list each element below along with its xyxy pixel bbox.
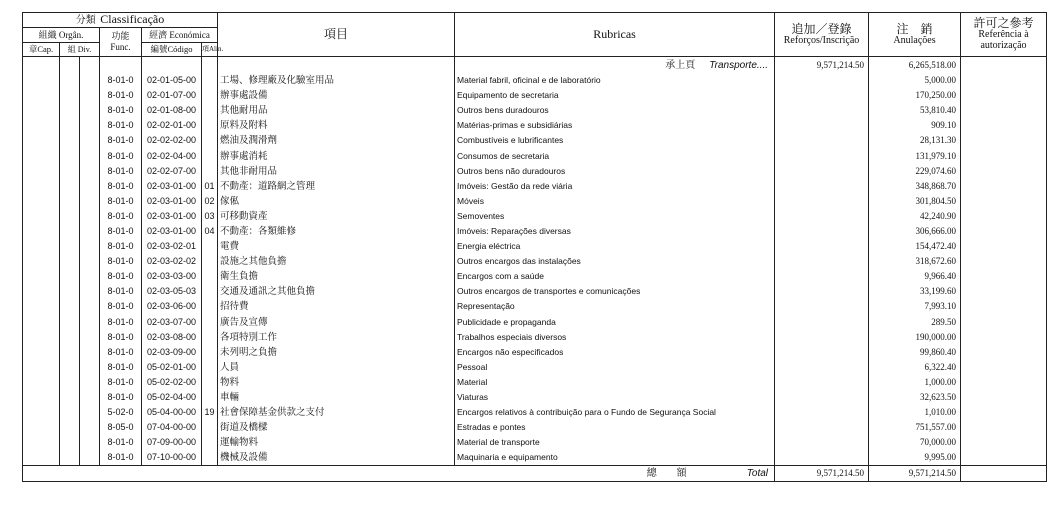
item-zh-cell: 設施之其他負擔 bbox=[218, 254, 455, 269]
rubrica-cell: Encargos não especificados bbox=[455, 345, 775, 360]
reforcos-cell bbox=[775, 390, 869, 405]
reforcos-cell bbox=[775, 360, 869, 375]
alin-cell bbox=[202, 420, 218, 435]
item-zh-cell: 街道及橋樑 bbox=[218, 420, 455, 435]
item-zh-cell: 運輸物料 bbox=[218, 435, 455, 450]
alin-cell bbox=[202, 133, 218, 148]
reforcos-cell bbox=[775, 118, 869, 133]
total-row bbox=[23, 466, 1047, 482]
func-header: 功能 Func. bbox=[100, 28, 142, 57]
item-zh-cell: 物料 bbox=[218, 375, 455, 390]
table-row bbox=[23, 164, 1047, 179]
func-cell: 8-01-0 bbox=[100, 435, 142, 450]
func-cell: 8-01-0 bbox=[100, 239, 142, 254]
anulacoes-cell: 99,860.40 bbox=[869, 345, 961, 360]
table-row bbox=[23, 450, 1047, 466]
func-cell: 8-01-0 bbox=[100, 360, 142, 375]
div-header: 組 Div. bbox=[60, 43, 100, 57]
code-cell: 02-03-05-03 bbox=[142, 284, 202, 299]
func-cell: 8-01-0 bbox=[100, 164, 142, 179]
table-row bbox=[23, 405, 1047, 420]
anulacoes-cell: 909.10 bbox=[869, 118, 961, 133]
reforcos-cell bbox=[775, 420, 869, 435]
reforcos-cell bbox=[775, 194, 869, 209]
rubrica-cell: Pessoal bbox=[455, 360, 775, 375]
rubrica-cell: Representação bbox=[455, 299, 775, 314]
alin-cell bbox=[202, 330, 218, 345]
transport-row bbox=[23, 57, 1047, 74]
anulacoes-cell: 1,000.00 bbox=[869, 375, 961, 390]
econ-header: 經濟 Económica bbox=[142, 28, 218, 43]
anulacoes-cell: 190,000.00 bbox=[869, 330, 961, 345]
total-reforcos: 9,571,214.50 bbox=[775, 466, 869, 482]
anulacoes-cell: 28,131.30 bbox=[869, 133, 961, 148]
reforcos-cell bbox=[775, 209, 869, 224]
anulacoes-header: 注 銷 Anulações bbox=[869, 13, 961, 57]
rubrica-cell: Publicidade e propaganda bbox=[455, 315, 775, 330]
item-zh-cell: 未列明之負擔 bbox=[218, 345, 455, 360]
item-zh-cell: 可移動資產 bbox=[218, 209, 455, 224]
code-cell: 02-03-01-00 bbox=[142, 194, 202, 209]
func-cell: 8-01-0 bbox=[100, 133, 142, 148]
table-row bbox=[23, 435, 1047, 450]
alin-cell bbox=[202, 345, 218, 360]
func-cell: 8-01-0 bbox=[100, 103, 142, 118]
item-zh-cell: 人員 bbox=[218, 360, 455, 375]
anulacoes-cell: 33,199.60 bbox=[869, 284, 961, 299]
func-cell: 8-01-0 bbox=[100, 330, 142, 345]
rubrica-cell: Combustíveis e lubrificantes bbox=[455, 133, 775, 148]
code-cell: 02-03-03-00 bbox=[142, 269, 202, 284]
anulacoes-cell: 5,000.00 bbox=[869, 73, 961, 88]
rubrica-cell: Outros encargos das instalações bbox=[455, 254, 775, 269]
table-row bbox=[23, 73, 1047, 88]
rubricas-header: Rubricas bbox=[455, 13, 775, 57]
reforcos-cell bbox=[775, 224, 869, 239]
anulacoes-cell: 306,666.00 bbox=[869, 224, 961, 239]
item-zh-cell: 不動產：各類維修 bbox=[218, 224, 455, 239]
anulacoes-cell: 32,623.50 bbox=[869, 390, 961, 405]
rubrica-cell: Material de transporte bbox=[455, 435, 775, 450]
anulacoes-cell: 154,472.40 bbox=[869, 239, 961, 254]
code-cell: 02-03-09-00 bbox=[142, 345, 202, 360]
anulacoes-cell: 170,250.00 bbox=[869, 88, 961, 103]
reforcos-cell bbox=[775, 284, 869, 299]
func-cell: 8-01-0 bbox=[100, 375, 142, 390]
code-cell: 05-02-04-00 bbox=[142, 390, 202, 405]
anulacoes-cell: 53,810.40 bbox=[869, 103, 961, 118]
transport-reforcos: 9,571,214.50 bbox=[775, 57, 869, 74]
item-zh-cell: 辦事處設備 bbox=[218, 88, 455, 103]
code-cell: 02-03-06-00 bbox=[142, 299, 202, 314]
item-zh-cell: 電費 bbox=[218, 239, 455, 254]
reforcos-cell bbox=[775, 254, 869, 269]
alin-cell: 02 bbox=[202, 194, 218, 209]
alin-cell bbox=[202, 118, 218, 133]
code-cell: 07-09-00-00 bbox=[142, 435, 202, 450]
rubrica-cell: Móveis bbox=[455, 194, 775, 209]
rubrica-cell: Material bbox=[455, 375, 775, 390]
classification-header: 分類 Classificação bbox=[23, 13, 218, 28]
transport-label: 承上頁 Transporte.... bbox=[455, 57, 775, 74]
code-cell: 02-02-04-00 bbox=[142, 148, 202, 163]
table-row bbox=[23, 179, 1047, 194]
codigo-header: 編號Código bbox=[142, 43, 202, 57]
anulacoes-cell: 42,240.90 bbox=[869, 209, 961, 224]
anulacoes-cell: 6,322.40 bbox=[869, 360, 961, 375]
func-cell: 8-01-0 bbox=[100, 254, 142, 269]
item-zh-cell: 招待費 bbox=[218, 299, 455, 314]
code-cell: 02-01-05-00 bbox=[142, 73, 202, 88]
budget-table bbox=[22, 12, 1047, 482]
item-zh-cell: 社會保障基金供款之支付 bbox=[218, 405, 455, 420]
table-row bbox=[23, 284, 1047, 299]
alin-cell bbox=[202, 269, 218, 284]
table-row bbox=[23, 315, 1047, 330]
reforcos-cell bbox=[775, 315, 869, 330]
alin-cell: 01 bbox=[202, 179, 218, 194]
func-cell: 8-01-0 bbox=[100, 209, 142, 224]
rubrica-cell: Material fabril, oficinal e de laboratório bbox=[455, 73, 775, 88]
func-cell: 5-02-0 bbox=[100, 405, 142, 420]
code-cell: 02-03-01-00 bbox=[142, 224, 202, 239]
code-cell: 02-02-02-00 bbox=[142, 133, 202, 148]
code-cell: 02-01-08-00 bbox=[142, 103, 202, 118]
reforcos-cell bbox=[775, 73, 869, 88]
func-cell: 8-01-0 bbox=[100, 88, 142, 103]
alin-cell bbox=[202, 284, 218, 299]
anulacoes-cell: 348,868.70 bbox=[869, 179, 961, 194]
item-zh-cell: 其他非耐用品 bbox=[218, 164, 455, 179]
reforcos-cell bbox=[775, 450, 869, 466]
items-zh-header: 項目 bbox=[218, 13, 455, 57]
func-cell: 8-01-0 bbox=[100, 118, 142, 133]
rubrica-cell: Viaturas bbox=[455, 390, 775, 405]
table-row bbox=[23, 375, 1047, 390]
reforcos-cell bbox=[775, 330, 869, 345]
func-cell: 8-01-0 bbox=[100, 299, 142, 314]
reforcos-cell bbox=[775, 299, 869, 314]
rubrica-cell: Outros bens não duradouros bbox=[455, 164, 775, 179]
table-row bbox=[23, 133, 1047, 148]
table-row bbox=[23, 194, 1047, 209]
reforcos-cell bbox=[775, 375, 869, 390]
alin-cell bbox=[202, 390, 218, 405]
func-cell: 8-01-0 bbox=[100, 390, 142, 405]
table-row bbox=[23, 360, 1047, 375]
rubrica-cell: Equipamento de secretaria bbox=[455, 88, 775, 103]
rubrica-cell: Estradas e pontes bbox=[455, 420, 775, 435]
alin-cell bbox=[202, 239, 218, 254]
referencia-header: 許可之參考 Referência à autorização bbox=[961, 13, 1047, 57]
rubrica-cell: Matérias-primas e subsidiárias bbox=[455, 118, 775, 133]
func-cell: 8-01-0 bbox=[100, 284, 142, 299]
item-zh-cell: 各項特別工作 bbox=[218, 330, 455, 345]
rubrica-cell: Semoventes bbox=[455, 209, 775, 224]
alin-cell bbox=[202, 88, 218, 103]
alin-cell: 03 bbox=[202, 209, 218, 224]
func-cell: 8-01-0 bbox=[100, 269, 142, 284]
code-cell: 02-03-02-02 bbox=[142, 254, 202, 269]
item-zh-cell: 原料及附料 bbox=[218, 118, 455, 133]
alin-cell bbox=[202, 435, 218, 450]
code-cell: 02-03-07-00 bbox=[142, 315, 202, 330]
anulacoes-cell: 301,804.50 bbox=[869, 194, 961, 209]
table-row bbox=[23, 254, 1047, 269]
rubrica-cell: Maquinaria e equipamento bbox=[455, 450, 775, 466]
anulacoes-cell: 7,993.10 bbox=[869, 299, 961, 314]
transport-anulacoes: 6,265,518.00 bbox=[869, 57, 961, 74]
header-row-1 bbox=[23, 13, 1047, 28]
item-zh-cell: 辦事處消耗 bbox=[218, 148, 455, 163]
anulacoes-cell: 229,074.60 bbox=[869, 164, 961, 179]
table-row bbox=[23, 118, 1047, 133]
alin-cell bbox=[202, 315, 218, 330]
table-row bbox=[23, 345, 1047, 360]
item-zh-cell: 車輛 bbox=[218, 390, 455, 405]
table-row bbox=[23, 269, 1047, 284]
func-cell: 8-01-0 bbox=[100, 194, 142, 209]
func-cell: 8-01-0 bbox=[100, 224, 142, 239]
reforcos-cell bbox=[775, 405, 869, 420]
total-anulacoes: 9,571,214.50 bbox=[869, 466, 961, 482]
item-zh-cell: 不動產：道路網之管理 bbox=[218, 179, 455, 194]
alin-cell bbox=[202, 375, 218, 390]
anulacoes-cell: 70,000.00 bbox=[869, 435, 961, 450]
rubrica-cell: Trabalhos especiais diversos bbox=[455, 330, 775, 345]
table-row bbox=[23, 420, 1047, 435]
code-cell: 02-02-07-00 bbox=[142, 164, 202, 179]
alin-cell bbox=[202, 254, 218, 269]
rubrica-cell: Outros bens duradouros bbox=[455, 103, 775, 118]
table-row bbox=[23, 224, 1047, 239]
item-zh-cell: 廣告及宣傳 bbox=[218, 315, 455, 330]
item-zh-cell: 機械及設備 bbox=[218, 450, 455, 466]
rubrica-cell: Encargos com a saúde bbox=[455, 269, 775, 284]
rubrica-cell: Consumos de secretaria bbox=[455, 148, 775, 163]
code-cell: 05-02-01-00 bbox=[142, 360, 202, 375]
alin-cell bbox=[202, 103, 218, 118]
anulacoes-cell: 1,010.00 bbox=[869, 405, 961, 420]
table-row bbox=[23, 209, 1047, 224]
code-cell: 02-03-01-00 bbox=[142, 179, 202, 194]
func-cell: 8-01-0 bbox=[100, 345, 142, 360]
table-row bbox=[23, 239, 1047, 254]
item-zh-cell: 燃油及潤滑劑 bbox=[218, 133, 455, 148]
anulacoes-cell: 289.50 bbox=[869, 315, 961, 330]
table-row bbox=[23, 330, 1047, 345]
reforcos-cell bbox=[775, 148, 869, 163]
rows-body bbox=[23, 73, 1047, 466]
alin-cell bbox=[202, 148, 218, 163]
func-cell: 8-01-0 bbox=[100, 73, 142, 88]
table-row bbox=[23, 103, 1047, 118]
total-label: 總 額 Total bbox=[455, 466, 775, 482]
item-zh-cell: 傢俬 bbox=[218, 194, 455, 209]
reforcos-cell bbox=[775, 103, 869, 118]
code-cell: 05-04-00-00 bbox=[142, 405, 202, 420]
alin-cell bbox=[202, 360, 218, 375]
reforcos-cell bbox=[775, 435, 869, 450]
reforcos-cell bbox=[775, 88, 869, 103]
func-cell: 8-05-0 bbox=[100, 420, 142, 435]
reforcos-cell bbox=[775, 239, 869, 254]
cap-header: 章Cap. bbox=[23, 43, 60, 57]
alin-cell bbox=[202, 299, 218, 314]
reforcos-cell bbox=[775, 345, 869, 360]
reforcos-header: 追加／登錄 Reforços/Inscrição bbox=[775, 13, 869, 57]
item-zh-cell: 衛生負擔 bbox=[218, 269, 455, 284]
func-cell: 8-01-0 bbox=[100, 450, 142, 466]
item-zh-cell: 交通及通訊之其他負擔 bbox=[218, 284, 455, 299]
rubrica-cell: Energia eléctrica bbox=[455, 239, 775, 254]
anulacoes-cell: 9,995.00 bbox=[869, 450, 961, 466]
table-row bbox=[23, 299, 1047, 314]
code-cell: 07-10-00-00 bbox=[142, 450, 202, 466]
code-cell: 02-02-01-00 bbox=[142, 118, 202, 133]
anulacoes-cell: 9,966.40 bbox=[869, 269, 961, 284]
code-cell: 02-01-07-00 bbox=[142, 88, 202, 103]
reforcos-cell bbox=[775, 269, 869, 284]
code-cell: 02-03-01-00 bbox=[142, 209, 202, 224]
alin-cell bbox=[202, 164, 218, 179]
anulacoes-cell: 751,557.00 bbox=[869, 420, 961, 435]
alin-header: 項Alín. bbox=[202, 43, 218, 57]
table-row bbox=[23, 88, 1047, 103]
func-cell: 8-01-0 bbox=[100, 148, 142, 163]
code-cell: 02-03-08-00 bbox=[142, 330, 202, 345]
func-cell: 8-01-0 bbox=[100, 315, 142, 330]
reforcos-cell bbox=[775, 164, 869, 179]
rubrica-cell: Imóveis: Reparações diversas bbox=[455, 224, 775, 239]
organ-header: 組織 Orgân. bbox=[23, 28, 100, 43]
table-row bbox=[23, 148, 1047, 163]
alin-cell bbox=[202, 450, 218, 466]
code-cell: 02-03-02-01 bbox=[142, 239, 202, 254]
item-zh-cell: 工場、修理廠及化驗室用品 bbox=[218, 73, 455, 88]
reforcos-cell bbox=[775, 179, 869, 194]
anulacoes-cell: 318,672.60 bbox=[869, 254, 961, 269]
rubrica-cell: Encargos relativos à contribuição para o Fundo de Segurança Social bbox=[455, 405, 775, 420]
alin-cell bbox=[202, 73, 218, 88]
reforcos-cell bbox=[775, 133, 869, 148]
rubrica-cell: Imóveis: Gestão da rede viária bbox=[455, 179, 775, 194]
table-row bbox=[23, 390, 1047, 405]
alin-cell: 04 bbox=[202, 224, 218, 239]
func-cell: 8-01-0 bbox=[100, 179, 142, 194]
anulacoes-cell: 131,979.10 bbox=[869, 148, 961, 163]
code-cell: 07-04-00-00 bbox=[142, 420, 202, 435]
item-zh-cell: 其他耐用品 bbox=[218, 103, 455, 118]
alin-cell: 19 bbox=[202, 405, 218, 420]
rubrica-cell: Outros encargos de transportes e comunicações bbox=[455, 284, 775, 299]
code-cell: 05-02-02-00 bbox=[142, 375, 202, 390]
